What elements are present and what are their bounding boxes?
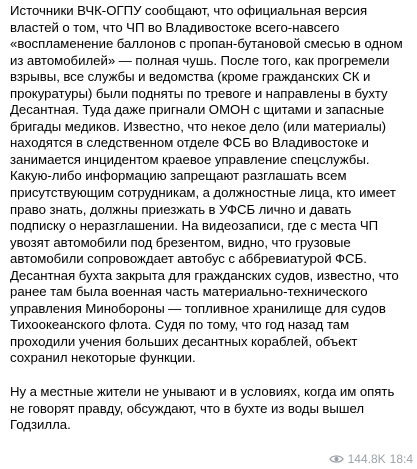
post-time: 18:4	[389, 452, 413, 466]
post-text-line: увозят автомобили под брезентом, видно, что грузовые	[10, 234, 351, 250]
post-text-line: Годзилла.	[10, 417, 71, 433]
post-text-line: не говорят правду, обсуждают, что в бухте из воды вышел	[10, 400, 365, 416]
post-text-line: из автомобилей» — полная чушь. После того, как прогремели	[10, 52, 390, 68]
post-text-line: Источники ВЧК-ОГПУ сообщают, что официальная версия	[10, 3, 368, 18]
eye-icon	[329, 454, 344, 464]
post-text	[10, 3, 413, 434]
post-text-line: занимается инцидентом краевое управление спецслужбы.	[10, 151, 370, 167]
post-text-line: подписку о неразглашении. На видеозаписи, где с места ЧП	[10, 218, 379, 234]
post-text-line: сохранил некоторые функции.	[10, 350, 196, 366]
post-text-line: бригады медиков. Известно, что некое дело (или материалы)	[10, 118, 387, 134]
view-count: 144.8K	[347, 452, 386, 466]
post-text-line: ранее там была военная часть материально-технического	[10, 284, 368, 300]
post-text-line: взрывы, все службы и ведомства (кроме гражданских СК и	[10, 69, 371, 85]
post-text-line: проходили учения больших десантных кораблей, объект	[10, 333, 358, 349]
post-text-line: властей о том, что ЧП во Владивостоке всего-навсего	[10, 19, 340, 35]
post-text-line: Десантная. Туда даже пригнали ОМОН с щитами и запасные	[10, 102, 385, 118]
post-text-line: прокуратуры) были подняты по тревоге и направлены в бухту	[10, 85, 388, 101]
post-text-line: Ну а местные жители не унывают и в условиях, когда им опять	[10, 384, 395, 400]
post-text-line: находятся в следственном отделе ФСБ во Владивостоке и	[10, 135, 369, 151]
paragraph-gap	[10, 367, 413, 384]
post-text-line: право знать, должны приезжать в УФСБ лично и давать	[10, 201, 352, 217]
post-text-line: Десантная бухта закрыта для гражданских судов, известно, что	[10, 267, 399, 283]
post-text-line: Тихоокеанского флота. Судя по тому, что год назад там	[10, 317, 350, 333]
post-text-line: управления Минобороны — топливное хранилище для судов	[10, 300, 386, 316]
post-text-line: «воспламенение баллонов с пропан-бутановой смесью в одном	[10, 36, 403, 52]
post-text-line: автомобили сопровождает автобус с аббревиатурой ФСБ.	[10, 251, 367, 267]
post-meta	[329, 452, 413, 466]
post-text-line: присутствующим сотрудникам, а должностные лица, кто имеет	[10, 185, 396, 201]
post-text-line: Какую-либо информацию запрещают разглашать всем	[10, 168, 347, 184]
